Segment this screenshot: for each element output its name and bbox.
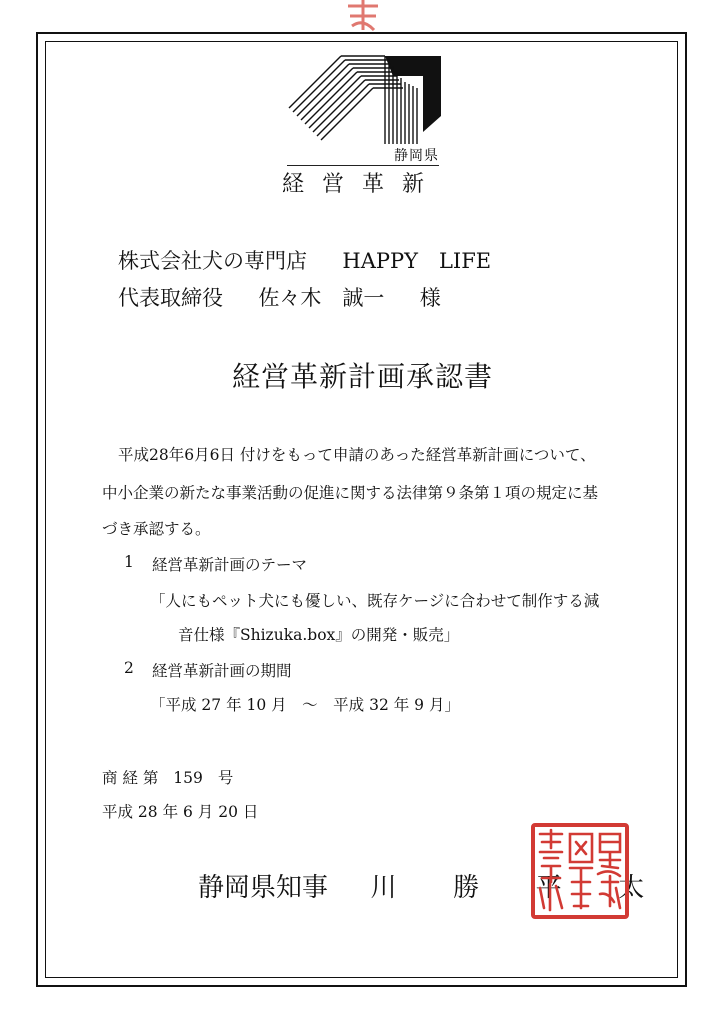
logo-program-name: 経営革新 bbox=[282, 172, 443, 197]
document-number-suffix: 号 bbox=[217, 769, 234, 787]
signer-office: 静岡県知事 bbox=[198, 873, 329, 903]
item-number: 1 bbox=[124, 553, 134, 571]
item-text: 音仕様『Shizuka.box』の開発・販売」 bbox=[178, 626, 460, 644]
document-number-value: 159 bbox=[173, 769, 203, 787]
recipient-title: 代表取締役 bbox=[118, 286, 223, 310]
recipient-company: 株式会社犬の専門店 bbox=[118, 249, 307, 273]
item-heading: 経営革新計画のテーマ bbox=[152, 556, 308, 574]
logo-prefecture: 静岡県 bbox=[394, 148, 439, 164]
item-number: 2 bbox=[124, 659, 134, 677]
issue-date: 平成 28 年 6 月 20 日 bbox=[102, 803, 259, 821]
item-text: 「人にもペット犬にも優しい、既存ケージに合わせて制作する減 bbox=[150, 592, 600, 610]
signer-name-char: 川 bbox=[370, 873, 397, 903]
signer-name-char: 太 bbox=[618, 873, 645, 903]
recipient-brand: HAPPY LIFE bbox=[342, 249, 492, 273]
keiei-kakushin-logo bbox=[285, 52, 445, 152]
recipient-name: 佐々木 誠一 bbox=[258, 286, 385, 310]
body-line: 平成28年6月6日 付けをもって申請のあった経営革新計画について、 bbox=[118, 446, 596, 464]
document-number-prefix: 商 経 第 bbox=[102, 769, 159, 787]
partial-stamp-top bbox=[338, 0, 388, 34]
logo-divider bbox=[287, 165, 439, 166]
item-text: 「平成 27 年 10 月 ～ 平成 32 年 9 月」 bbox=[150, 696, 460, 714]
signer-name-char: 平 bbox=[535, 873, 562, 903]
recipient-name-line bbox=[118, 282, 441, 312]
recipient-honorific: 様 bbox=[419, 286, 441, 310]
official-seal bbox=[530, 822, 630, 920]
body-line: づき承認する。 bbox=[102, 520, 211, 538]
body-line: 中小企業の新たな事業活動の促進に関する法律第９条第１項の規定に基 bbox=[102, 484, 599, 502]
item-heading: 経営革新計画の期間 bbox=[152, 662, 292, 680]
document-number bbox=[102, 766, 243, 788]
recipient-company-line bbox=[118, 245, 491, 275]
document-title: 経営革新計画承認書 bbox=[231, 360, 493, 393]
signer-name-char: 勝 bbox=[453, 873, 480, 903]
